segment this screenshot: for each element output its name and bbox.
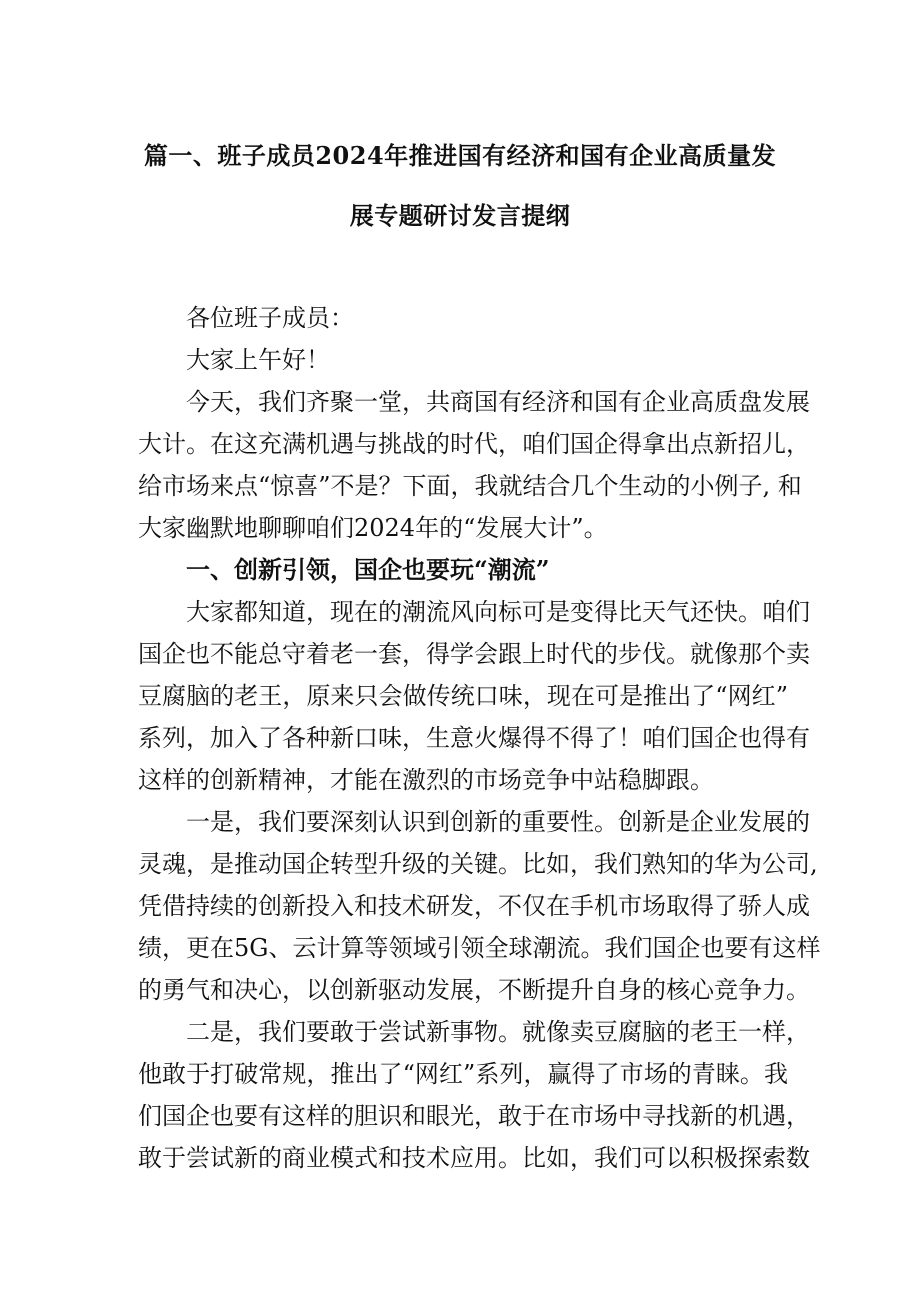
paragraph-line: 今天，我们齐聚一堂，共商国有经济和国有企业高质盘发展	[186, 388, 810, 416]
paragraph-line: 大计。在这充满机遇与挑战的时代，咱们国企得拿出点新招儿，	[138, 430, 810, 458]
paragraph-line: 大家幽默地聊聊咱们2024年的“发展大计”。	[138, 514, 608, 542]
paragraph-line: 绩，更在5G、云计算等领域引领全球潮流。我们国企也要有这样	[138, 934, 821, 962]
paragraph-line: 给市场来点“惊喜”不是？下面，我就结合几个生动的小例子, 和	[138, 472, 802, 500]
document-title-line-1: 篇一、班子成员2024年推进国有经济和国有企业高质量发	[143, 141, 777, 170]
paragraph-line: 灵魂，是推动国企转型升级的关键。比如，我们熟知的华为公司,	[138, 850, 818, 878]
paragraph-line: 他敢于打破常规，推出了“网红”系列，赢得了市场的青睐。我	[138, 1060, 788, 1088]
paragraph-line: 豆腐脑的老王，原来只会做传统口味，现在可是推出了“网红”	[138, 682, 788, 710]
paragraph-line: 国企也不能总守着老一套，得学会跟上时代的步伐。就像那个卖	[138, 640, 810, 668]
document-title-line-2: 展专题研讨发言提纲	[349, 201, 571, 230]
paragraph-line: 们国企也要有这样的胆识和眼光，敢于在市场中寻找新的机遇，	[138, 1102, 810, 1130]
paragraph-line: 一是，我们要深刻认识到创新的重要性。创新是企业发展的	[186, 808, 810, 836]
paragraph-line: 敢于尝试新的商业模式和技术应用。比如，我们可以积极探索数	[138, 1144, 810, 1172]
paragraph-line: 凭借持续的创新投入和技术研发，不仅在手机市场取得了骄人成	[138, 892, 810, 920]
paragraph-line: 二是，我们要敢于尝试新事物。就像卖豆腐脑的老王一样，	[186, 1018, 810, 1046]
paragraph-line: 大家都知道，现在的潮流风向标可是变得比天气还快。咱们	[186, 598, 810, 626]
section-heading: 一、创新引领，国企也要玩“潮流”	[186, 555, 550, 584]
greeting: 大家上午好！	[186, 346, 330, 374]
salutation: 各位班子成员：	[186, 304, 354, 332]
paragraph-line: 的勇气和决心，以创新驱动发展，不断提升自身的核心竞争力。	[138, 976, 810, 1004]
paragraph-line: 这样的创新精神，才能在激烈的市场竞争中站稳脚跟。	[138, 766, 714, 794]
paragraph-line: 系列，加入了各种新口味，生意火爆得不得了！咱们国企也得有	[138, 724, 810, 752]
